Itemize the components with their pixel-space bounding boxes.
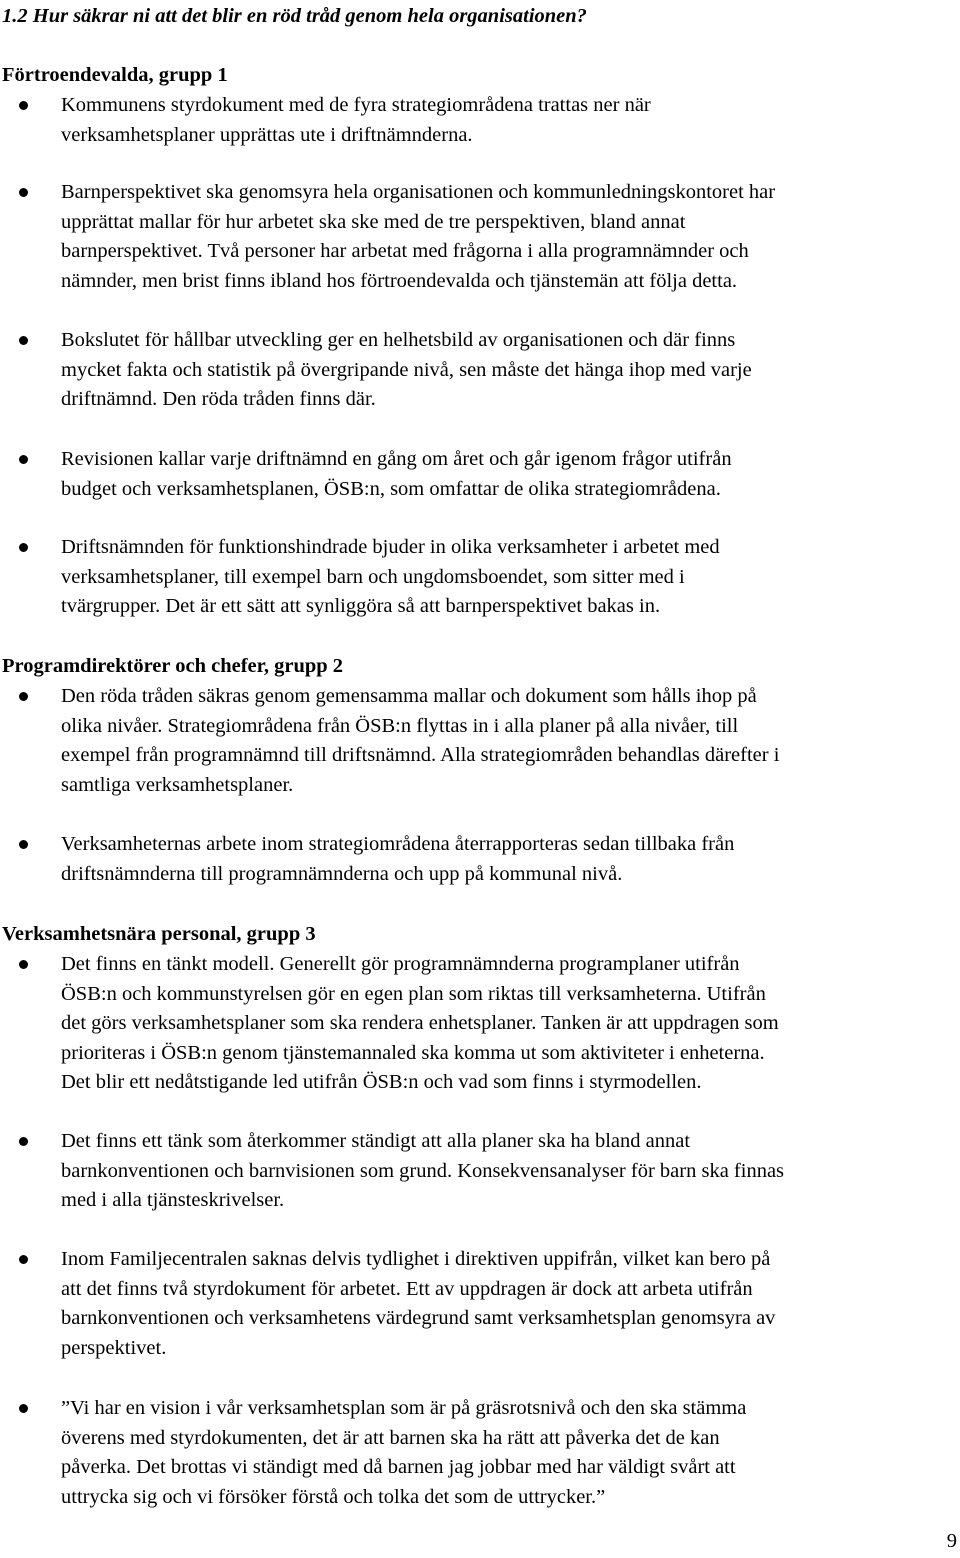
section-heading-group-3: Verksamhetsnära personal, grupp 3: [2, 923, 316, 945]
bullet-icon: [19, 1255, 28, 1264]
text-line: upprättat mallar för hur arbetet ska ske med de tre perspektiven, bland annat: [61, 210, 686, 233]
list-item: [61, 91, 960, 150]
text-line: samtliga verksamhetsplaner.: [61, 773, 294, 796]
text-line: ”Vi har en vision i vår verksamhetsplan som är på gräsrotsnivå och den ska stämma: [61, 1397, 747, 1419]
section-heading-group-2: Programdirektörer och chefer, grupp 2: [2, 655, 344, 677]
text-line: budget och verksamhetsplanen, ÖSB:n, som omfattar de olika strategiområdena.: [61, 477, 721, 500]
text-line: Driftsnämnden för funktionshindrade bjuder in olika verksamheter i arbetet med: [61, 536, 720, 558]
text-line: ÖSB:n och kommunstyrelsen gör en egen plan som riktas till verksamheterna. Utifrån: [61, 982, 766, 1005]
text-line: mycket fakta och statistik på övergripande nivå, sen måste det hänga ihop med varje: [61, 358, 752, 381]
page-title: 1.2 Hur säkrar ni att det blir en röd tråd genom hela organisationen?: [2, 5, 587, 27]
text-line: att det finns två styrdokument för arbetet. Ett av uppdragen är dock att arbeta utifrån: [61, 1277, 753, 1300]
text-line: barnperspektivet. Två personer har arbetat med frågorna i alla programnämnder och: [61, 240, 749, 262]
page-number: 9: [946, 1530, 957, 1552]
text-line: Det finns en tänkt modell. Generellt gör programnämnderna programplaner utifrån: [61, 953, 740, 975]
text-line: överens med styrdokumenten, det är att barnen ska ha rätt att påverka det de kan: [61, 1426, 720, 1449]
text-line: påverka. Det brottas vi ständigt med då barnen jag jobbar med har väldigt svårt att: [61, 1456, 736, 1478]
bullet-icon: [19, 1137, 28, 1146]
section-heading-group-1: Förtroendevalda, grupp 1: [2, 64, 228, 86]
text-line: det görs verksamhetsplaner som ska rendera enhetsplaner. Tanken är att uppdragen som: [61, 1012, 779, 1034]
bullet-icon: [19, 543, 28, 552]
list-item: [61, 682, 960, 800]
list-item: [61, 445, 960, 504]
bullet-icon: [19, 188, 28, 197]
text-line: driftnämnd. Den röda tråden finns där.: [61, 388, 376, 410]
text-line: barnkonventionen och barnvisionen som grund. Konsekvensanalyser för barn ska finnas: [61, 1159, 785, 1182]
bullet-icon: [19, 1404, 28, 1413]
text-line: Det blir ett nedåtstigande led utifrån ÖSB:n och vad som finns i styrmodellen.: [61, 1071, 702, 1093]
text-line: uttrycka sig och vi försöker förstå och tolka det som de uttrycker.”: [61, 1485, 606, 1508]
text-line: Det finns ett tänk som återkommer ständigt att alla planer ska ha bland annat: [61, 1130, 691, 1152]
text-line: exempel från programnämnd till driftsnämnd. Alla strategiområden behandlas därefter i: [61, 744, 780, 766]
bullet-icon: [19, 455, 28, 464]
text-line: barnkonventionen och verksamhetens värdegrund samt verksamhetsplan genomsyra av: [61, 1307, 776, 1329]
text-line: prioriteras i ÖSB:n genom tjänstemannaled ska komma ut som aktiviteter i enheterna.: [61, 1041, 765, 1064]
text-line: med i alla tjänsteskrivelser.: [61, 1189, 285, 1211]
text-line: Inom Familjecentralen saknas delvis tydlighet i direktiven uppifrån, vilket kan bero på: [61, 1248, 771, 1270]
list-item: [61, 950, 960, 1098]
text-line: verksamhetsplaner upprättas ute i driftnämnderna.: [61, 123, 473, 146]
text-line: Verksamheternas arbete inom strategiområdena återrapporteras sedan tillbaka från: [61, 833, 735, 855]
text-line: nämnder, men brist finns ibland hos förtroendevalda och tjänstemän att följa detta.: [61, 269, 738, 292]
text-line: driftsnämnderna till programnämnderna och upp på kommunal nivå.: [61, 862, 623, 885]
list-item: [61, 1127, 960, 1216]
text-line: Barnperspektivet ska genomsyra hela organisationen och kommunledningskontoret har: [61, 181, 776, 203]
list-item: [61, 830, 960, 889]
text-line: tvärgrupper. Det är ett sätt att synliggöra så att barnperspektivet bakas in.: [61, 595, 661, 617]
text-line: verksamhetsplaner, till exempel barn och ungdomsboendet, som sitter med i: [61, 565, 685, 588]
text-line: Den röda tråden säkras genom gemensamma mallar och dokument som hålls ihop på: [61, 685, 757, 707]
bullet-icon: [19, 840, 28, 849]
bullet-icon: [19, 960, 28, 969]
text-line: Kommunens styrdokument med de fyra strategiområdena trattas ner när: [61, 94, 651, 116]
bullet-icon: [19, 101, 28, 110]
list-item: [61, 326, 960, 415]
bullet-icon: [19, 692, 28, 701]
list-item: [61, 533, 960, 622]
text-line: Bokslutet för hållbar utveckling ger en helhetsbild av organisationen och där finns: [61, 329, 736, 351]
text-line: perspektivet.: [61, 1336, 167, 1359]
text-line: olika nivåer. Strategiområdena från ÖSB:n flyttas in i alla planer på alla nivåer, till: [61, 714, 739, 737]
text-line: Revisionen kallar varje driftnämnd en gång om året och går igenom frågor utifrån: [61, 448, 732, 470]
list-item: [61, 178, 960, 296]
list-item: [61, 1394, 960, 1512]
bullet-icon: [19, 336, 28, 345]
list-item: [61, 1245, 960, 1363]
